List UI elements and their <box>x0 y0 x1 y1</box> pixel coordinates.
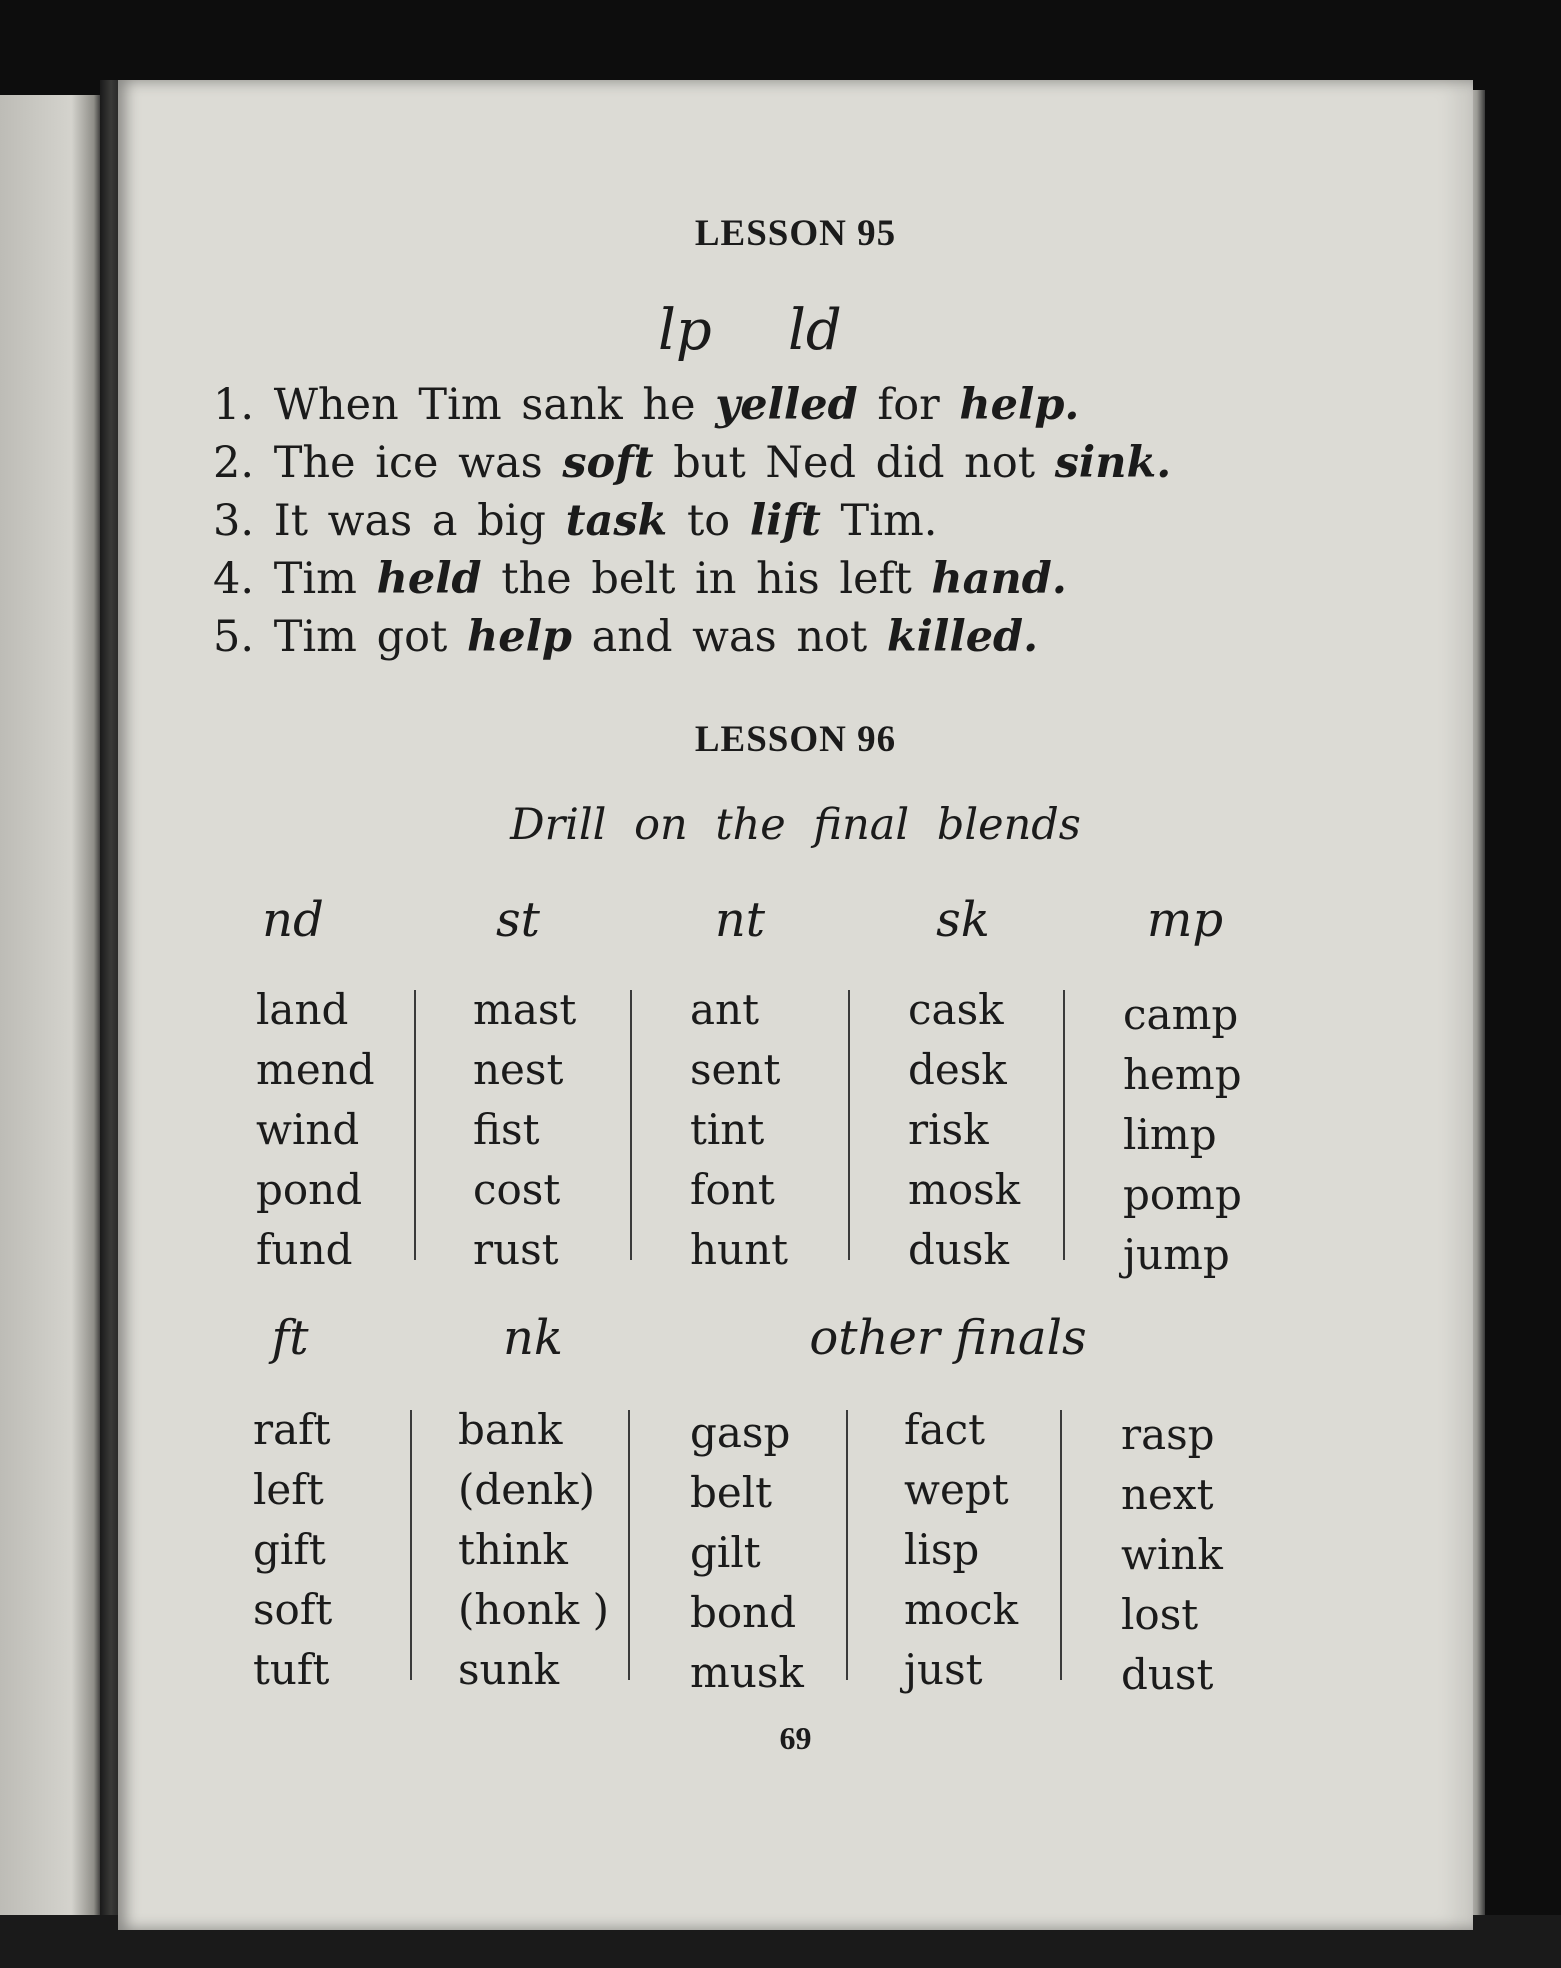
column-divider <box>848 990 850 1260</box>
word: left <box>253 1465 324 1514</box>
word: wink <box>1121 1530 1223 1579</box>
emphasized-word: sink. <box>1054 438 1172 488</box>
emphasized-word: lift <box>749 496 821 546</box>
word: lisp <box>904 1525 980 1574</box>
sentence-text: Tim got <box>273 612 467 662</box>
emphasized-word: held <box>376 554 482 604</box>
sentence-1 <box>213 380 1079 430</box>
word: sunk <box>458 1645 560 1694</box>
word: (denk) <box>458 1465 596 1514</box>
word: (honk ) <box>458 1585 609 1634</box>
sentence-2 <box>213 438 1171 488</box>
word: limp <box>1123 1110 1217 1159</box>
column-divider <box>628 1410 630 1680</box>
word-column-other-3 <box>1121 1405 1223 1705</box>
header-nd: nd <box>262 892 324 948</box>
word: font <box>690 1165 775 1214</box>
header-other-finals: other finals <box>809 1310 1087 1366</box>
word: wept <box>904 1465 1009 1514</box>
sentence-number: 5. <box>213 612 255 662</box>
word: fist <box>473 1105 540 1154</box>
emphasized-word: yelled <box>715 380 858 430</box>
sentence-number: 1. <box>213 380 255 430</box>
word: sent <box>690 1045 781 1094</box>
word: camp <box>1123 990 1239 1039</box>
column-divider <box>846 1410 848 1680</box>
emphasized-word: killed. <box>886 612 1039 662</box>
word: wind <box>256 1105 360 1154</box>
sentence-text: but Ned did not <box>653 438 1055 488</box>
word: musk <box>690 1648 804 1697</box>
word: gift <box>253 1525 326 1574</box>
word: gasp <box>690 1408 791 1457</box>
word-column-mp <box>1123 985 1242 1285</box>
emphasized-word: soft <box>562 438 654 488</box>
emphasized-word: help. <box>959 380 1080 430</box>
word: cost <box>473 1165 561 1214</box>
sentence-number: 3. <box>213 496 255 546</box>
sentence-5 <box>213 612 1038 662</box>
emphasized-word: help <box>466 612 572 662</box>
drill-subtitle: Drill on the final blends <box>510 800 1081 850</box>
word: mosk <box>908 1165 1021 1214</box>
lesson-95-title: LESSON 95 <box>694 213 897 254</box>
word: hunt <box>690 1225 789 1274</box>
word: rust <box>473 1225 559 1274</box>
word: nest <box>473 1045 564 1094</box>
sentence-text: Tim. <box>820 496 938 546</box>
word: tuft <box>253 1645 330 1694</box>
word: pond <box>256 1165 363 1214</box>
column-divider <box>1060 1410 1062 1680</box>
word-column-nk <box>458 1400 609 1700</box>
sentence-number: 2. <box>213 438 255 488</box>
column-divider <box>414 990 416 1260</box>
sentence-text: to <box>667 496 750 546</box>
word: ant <box>690 985 759 1034</box>
emphasized-word: hand. <box>931 554 1067 604</box>
header-nk: nk <box>503 1310 563 1366</box>
word: land <box>256 985 349 1034</box>
word: lost <box>1121 1590 1199 1639</box>
header-ft: ft <box>271 1310 309 1366</box>
word-column-other-2 <box>904 1400 1018 1700</box>
word: fact <box>904 1405 985 1454</box>
word: mend <box>256 1045 375 1094</box>
word: next <box>1121 1470 1214 1519</box>
header-st: st <box>496 892 540 948</box>
word: soft <box>253 1585 333 1634</box>
blend-label-ld: ld <box>788 298 842 363</box>
book-page <box>118 80 1473 1930</box>
word-column-nt <box>690 980 788 1280</box>
word: just <box>904 1645 983 1694</box>
word: hemp <box>1123 1050 1242 1099</box>
word: mast <box>473 985 577 1034</box>
sentence-text: When Tim sank he <box>273 380 716 430</box>
column-divider <box>410 1410 412 1680</box>
sentence-text: Tim <box>273 554 377 604</box>
lesson-96-title: LESSON 96 <box>694 719 897 760</box>
word: cask <box>908 985 1004 1034</box>
sentence-3 <box>213 496 937 546</box>
word: rasp <box>1121 1410 1215 1459</box>
word: pomp <box>1123 1170 1242 1219</box>
word: jump <box>1123 1230 1230 1279</box>
word: desk <box>908 1045 1007 1094</box>
emphasized-word: task <box>565 496 668 546</box>
sentence-text: and was not <box>571 612 887 662</box>
word: think <box>458 1525 568 1574</box>
sentence-number: 4. <box>213 554 255 604</box>
word: gilt <box>690 1528 761 1577</box>
left-page-edge <box>0 95 102 1930</box>
word: bank <box>458 1405 563 1454</box>
header-sk: sk <box>936 892 990 948</box>
sentence-text: the belt in his left <box>481 554 932 604</box>
word: belt <box>690 1468 773 1517</box>
word: risk <box>908 1105 989 1154</box>
word: dust <box>1121 1650 1214 1699</box>
word-column-other-1 <box>690 1403 804 1703</box>
word-column-nd <box>256 980 375 1280</box>
column-divider <box>1063 990 1065 1260</box>
word: fund <box>256 1225 353 1274</box>
sentence-text: It was a big <box>273 496 566 546</box>
sentence-text: The ice was <box>273 438 563 488</box>
word: mock <box>904 1585 1019 1634</box>
column-divider <box>630 990 632 1260</box>
blend-label-lp: lp <box>658 298 712 363</box>
sentence-4 <box>213 554 1067 604</box>
word: raft <box>253 1405 331 1454</box>
sentence-text: for <box>857 380 960 430</box>
word: bond <box>690 1588 797 1637</box>
page-number: 69 <box>779 1720 812 1756</box>
word: dusk <box>908 1225 1009 1274</box>
word-column-st <box>473 980 576 1280</box>
word: tint <box>690 1105 765 1154</box>
word-column-ft <box>253 1400 332 1700</box>
header-nt: nt <box>714 892 766 948</box>
header-mp: mp <box>1146 892 1224 948</box>
word-column-sk <box>908 980 1020 1280</box>
